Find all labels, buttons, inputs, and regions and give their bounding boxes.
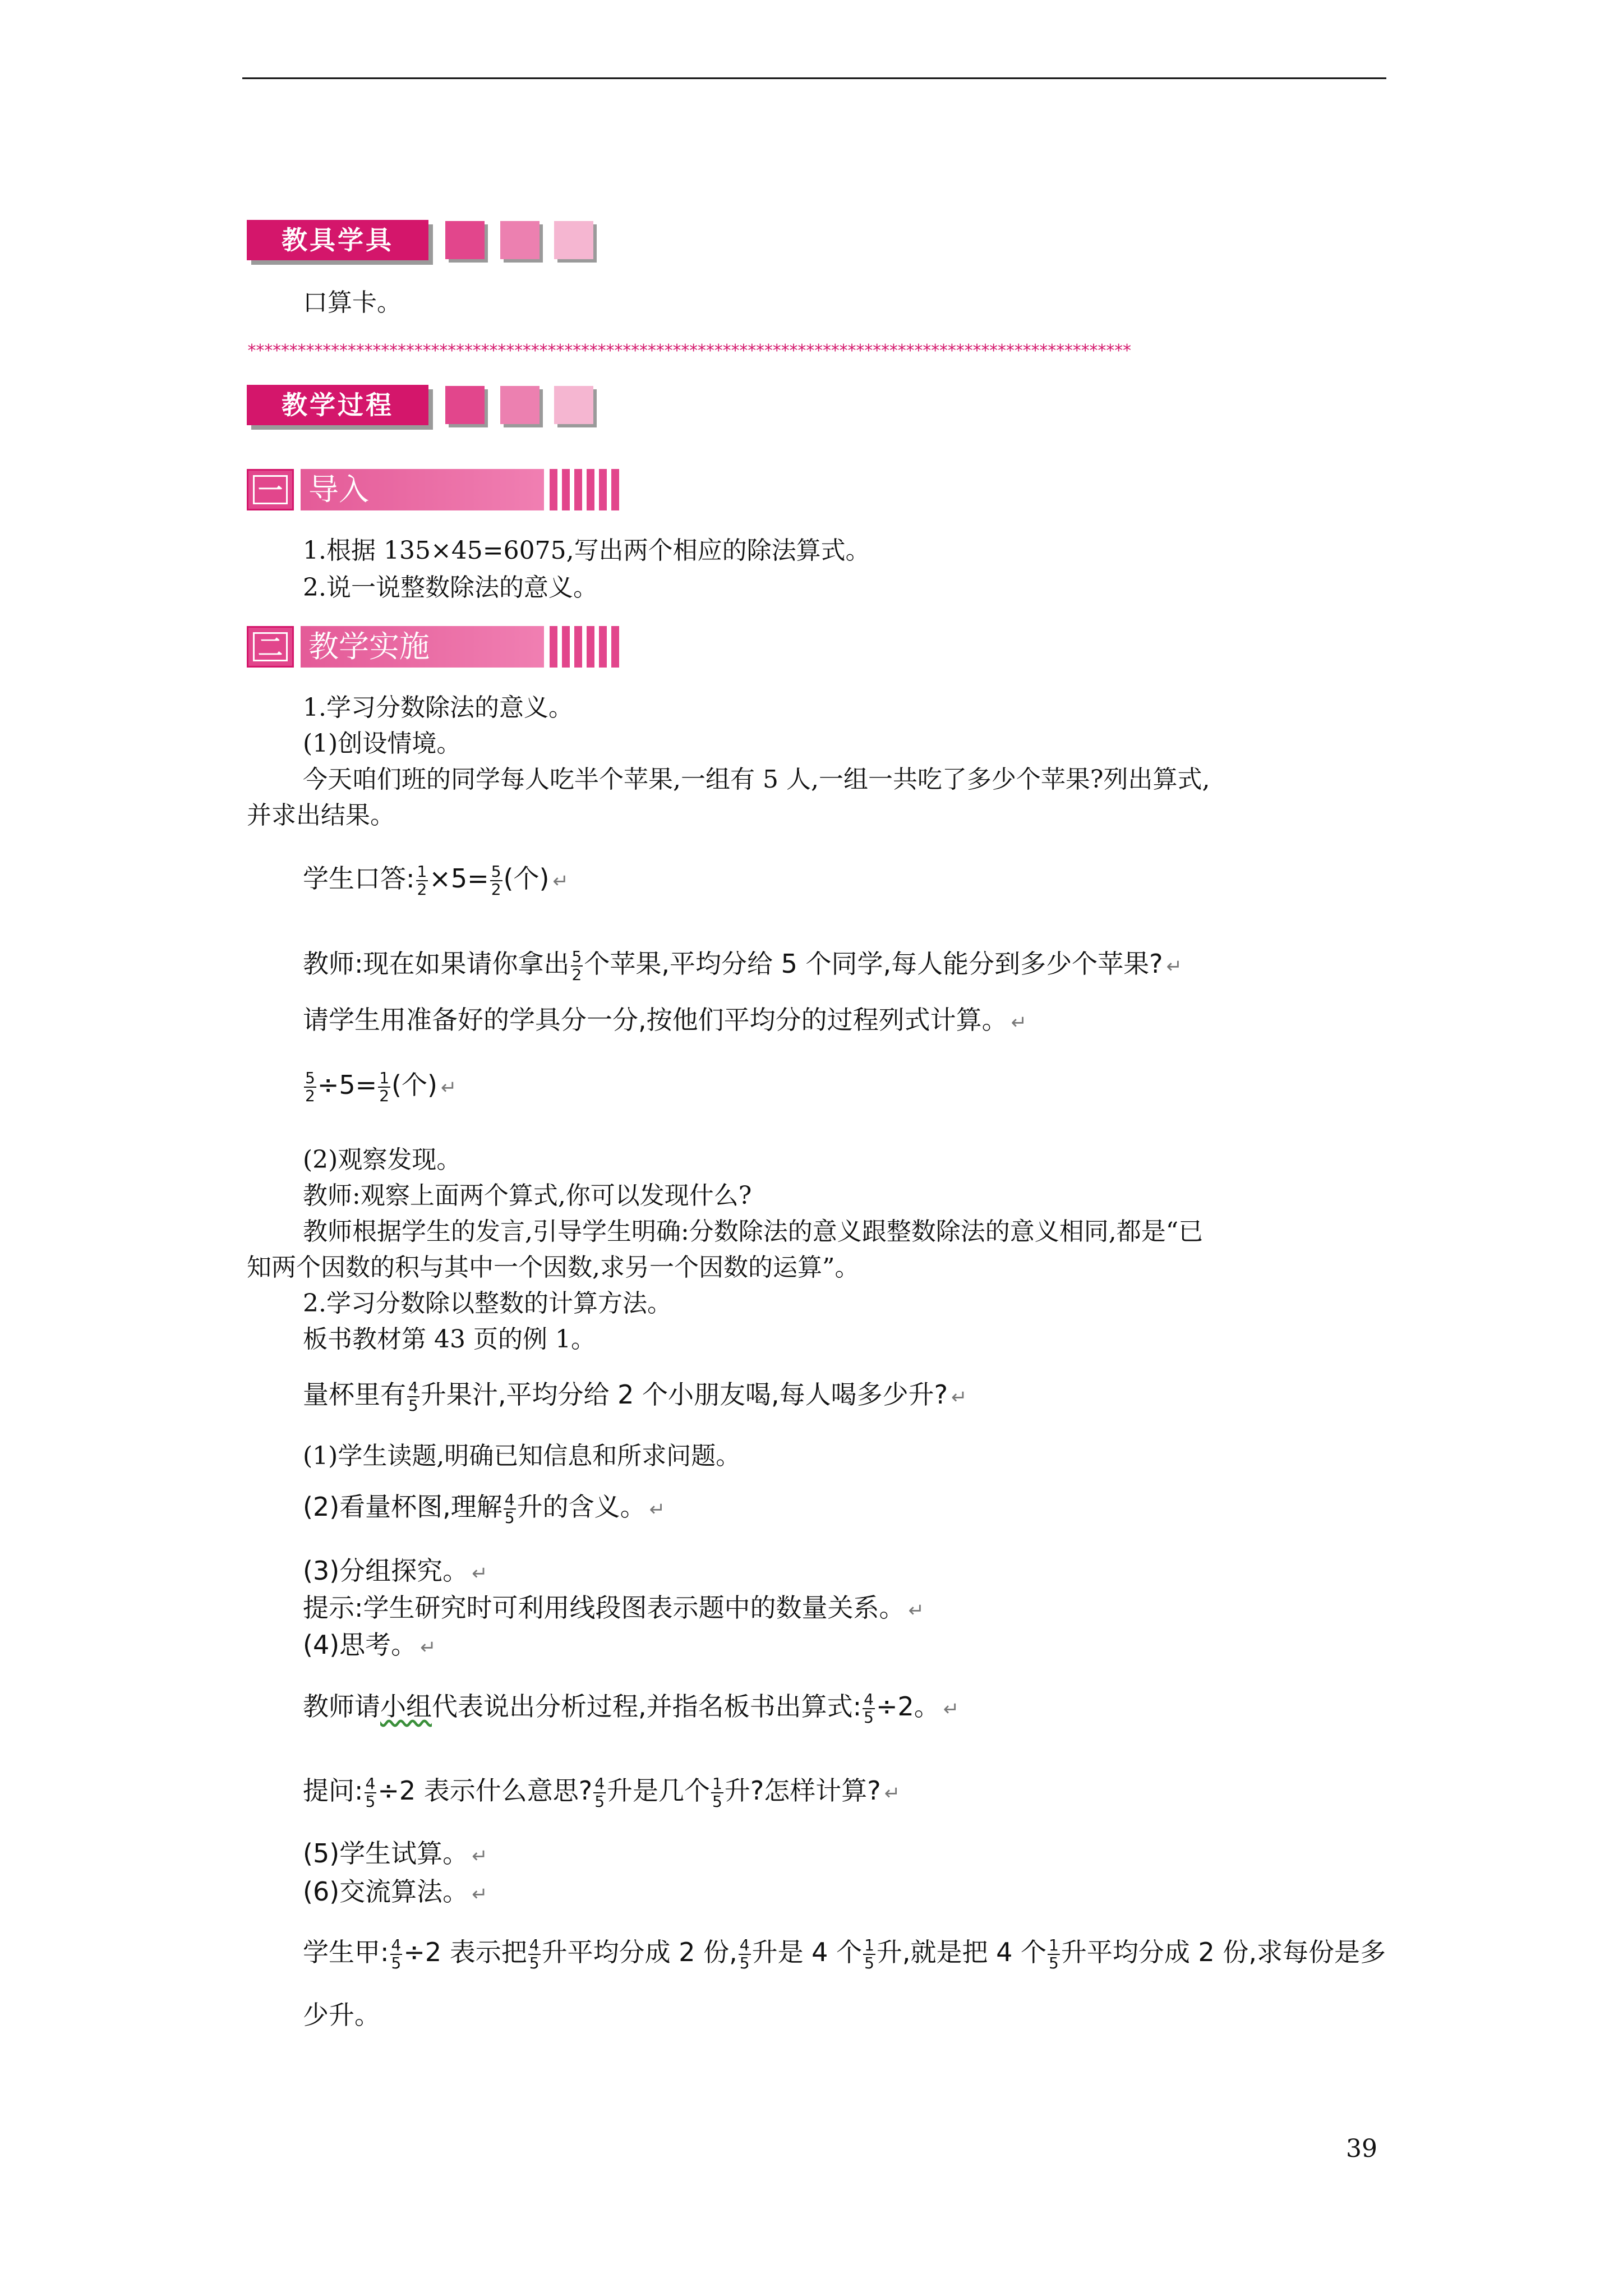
fraction: $\frac{4}{5}$ xyxy=(408,1378,418,1415)
text: 提示:学生研究时可利用线段图表示题中的数量关系。 xyxy=(303,1593,905,1623)
paragraph-mark: ↵ xyxy=(472,1883,488,1906)
paragraph-mark: ↵ xyxy=(420,1636,436,1659)
text: 提问: xyxy=(303,1775,363,1806)
text: (6)交流算法。 xyxy=(303,1876,469,1907)
example-step-4-question xyxy=(303,1775,900,1810)
observe-line-6: 板书教材第 43 页的例 1。 xyxy=(303,1325,596,1354)
text: 小组 xyxy=(380,1691,432,1722)
decor-square xyxy=(554,386,593,424)
fraction: $\frac{1}{5}$ xyxy=(864,1935,874,1972)
section-stripes xyxy=(550,626,623,668)
fraction: $\frac{5}{2}$ xyxy=(305,1068,315,1105)
formula-teacher-question xyxy=(303,948,1182,983)
decor-square xyxy=(500,221,540,259)
text: 代表说出分析过程,并指名板书出算式: xyxy=(432,1691,862,1722)
paragraph-mark: ↵ xyxy=(649,1498,666,1521)
paragraph-mark: ↵ xyxy=(440,1076,457,1099)
fraction: $\frac{5}{2}$ xyxy=(491,862,501,899)
example-hint xyxy=(303,1592,924,1626)
paragraph-mark: ↵ xyxy=(552,870,569,892)
example-step-4 xyxy=(303,1629,436,1663)
example-step-6 xyxy=(303,1876,488,1910)
text: ÷2。 xyxy=(875,1691,940,1722)
section-title: 导入 xyxy=(301,469,544,510)
fraction: $\frac{1}{2}$ xyxy=(379,1068,390,1105)
section-number: 二 xyxy=(253,632,288,661)
section-implementation xyxy=(247,626,623,670)
paragraph-mark: ↵ xyxy=(943,1698,960,1720)
decor-square xyxy=(554,221,593,259)
section-number-box xyxy=(247,469,294,510)
formula-instruction xyxy=(303,1004,1027,1038)
text: 升是 4 个 xyxy=(751,1937,863,1967)
observe-line-2: 教师:观察上面两个算式,你可以发现什么? xyxy=(303,1181,752,1210)
text: 升平均分成 2 份,求每份是多 xyxy=(1061,1937,1386,1967)
tools-text: 口算卡。 xyxy=(303,288,402,317)
paragraph-mark: ↵ xyxy=(1166,955,1182,978)
header-process-label: 教学过程 xyxy=(247,385,428,425)
fraction: $\frac{1}{5}$ xyxy=(712,1774,722,1811)
observe-line-1: (2)观察发现。 xyxy=(303,1145,462,1174)
text: ÷2 表示把 xyxy=(403,1937,527,1967)
text: 升平均分成 2 份, xyxy=(541,1937,737,1967)
text: 请学生用准备好的学具分一分,按他们平均分的过程列式计算。 xyxy=(303,1005,1008,1035)
text: 量杯里有 xyxy=(303,1379,406,1410)
example-step-2 xyxy=(303,1491,665,1526)
impl-line-1: 1.学习分数除法的意义。 xyxy=(303,693,573,722)
decor-square xyxy=(445,386,485,424)
text: ÷5= xyxy=(317,1070,377,1100)
section-title: 教学实施 xyxy=(301,626,544,668)
formula-division xyxy=(303,1069,457,1105)
example-step-1: (1)学生读题,明确已知信息和所求问题。 xyxy=(303,1442,741,1470)
observe-line-5: 2.学习分数除以整数的计算方法。 xyxy=(303,1289,672,1318)
fraction: $\frac{4}{5}$ xyxy=(391,1935,402,1972)
formula-student-answer xyxy=(303,863,569,898)
example-question xyxy=(303,1379,967,1414)
paragraph-mark: ↵ xyxy=(884,1782,901,1805)
header-tools-label: 教具学具 xyxy=(247,220,428,260)
paragraph-mark: ↵ xyxy=(472,1845,488,1867)
text: 升果汁,平均分给 2 个小朋友喝,每人喝多少升? xyxy=(420,1379,948,1410)
text: 升的含义。 xyxy=(517,1492,646,1522)
page-number: 39 xyxy=(1346,2134,1377,2163)
impl-line-4: 并求出结果。 xyxy=(247,801,395,830)
text: (4)思考。 xyxy=(303,1630,417,1660)
observe-line-4: 知两个因数的积与其中一个因数,求另一个因数的运算”。 xyxy=(247,1253,860,1282)
text: 升是几个 xyxy=(607,1775,711,1806)
section-number: 一 xyxy=(253,475,288,504)
paragraph-mark: ↵ xyxy=(1011,1011,1027,1034)
fraction: $\frac{4}{5}$ xyxy=(529,1935,540,1972)
text: 学生甲: xyxy=(303,1937,389,1967)
text: (个) xyxy=(503,863,550,894)
fraction: $\frac{1}{5}$ xyxy=(1049,1935,1059,1972)
example-step-6-student xyxy=(303,1936,1386,1972)
text: 学生口答: xyxy=(303,863,415,894)
fraction: $\frac{4}{5}$ xyxy=(504,1490,515,1527)
text: ÷2 表示什么意思? xyxy=(377,1775,593,1806)
decor-square xyxy=(445,221,485,259)
intro-line-2: 2.说一说整数除法的意义。 xyxy=(303,573,598,602)
section-number-box xyxy=(247,626,294,668)
fraction: $\frac{4}{5}$ xyxy=(864,1690,874,1727)
text: 升?怎样计算? xyxy=(724,1775,881,1806)
text: 教师:现在如果请你拿出 xyxy=(303,949,570,979)
fraction: $\frac{4}{5}$ xyxy=(594,1774,605,1811)
text: (2)看量杯图,理解 xyxy=(303,1492,502,1522)
text: 教师请 xyxy=(303,1691,380,1722)
text: 升,就是把 4 个 xyxy=(876,1937,1047,1967)
impl-line-2: (1)创设情境。 xyxy=(303,729,462,758)
text: ×5= xyxy=(429,863,489,894)
decor-square xyxy=(500,386,540,424)
impl-line-3: 今天咱们班的同学每人吃半个苹果,一组有 5 人,一组一共吃了多少个苹果?列出算式, xyxy=(303,765,1210,794)
star-divider: ********************************************************************************************************** xyxy=(247,342,1131,360)
example-step-4-teacher xyxy=(303,1691,959,1726)
fraction: $\frac{4}{5}$ xyxy=(365,1774,376,1811)
paragraph-mark: ↵ xyxy=(472,1562,488,1585)
text: (个) xyxy=(391,1070,437,1100)
section-intro xyxy=(247,469,623,513)
observe-line-3: 教师根据学生的发言,引导学生明确:分数除法的意义跟整数除法的意义相同,都是“已 xyxy=(303,1217,1204,1246)
intro-line-1: 1.根据 135×45=6075,写出两个相应的除法算式。 xyxy=(303,536,870,565)
paragraph-mark: ↵ xyxy=(908,1599,924,1622)
text: 个苹果,平均分给 5 个同学,每人能分到多少个苹果? xyxy=(584,949,1163,979)
fraction: $\frac{4}{5}$ xyxy=(739,1935,750,1972)
example-step-5 xyxy=(303,1838,488,1872)
example-step-3 xyxy=(303,1555,488,1589)
fraction: $\frac{5}{2}$ xyxy=(571,947,582,984)
paragraph-mark: ↵ xyxy=(951,1386,967,1409)
fraction: $\frac{1}{2}$ xyxy=(417,862,427,899)
header-rule xyxy=(242,77,1386,79)
section-stripes xyxy=(550,469,623,510)
example-step-6-student-cont: 少升。 xyxy=(303,2000,380,2030)
text: (5)学生试算。 xyxy=(303,1838,469,1869)
text: (3)分组探究。 xyxy=(303,1556,469,1586)
